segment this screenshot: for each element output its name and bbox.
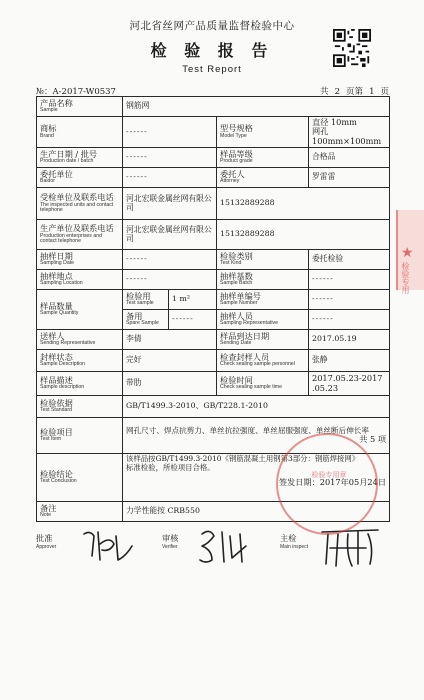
table-row (37, 117, 390, 148)
label-cell: 备注 Note (37, 502, 123, 522)
table-row (37, 350, 390, 372)
value-cell: 钢筋网 (123, 97, 390, 117)
label-cell: 产品名称 Sample (37, 97, 123, 117)
value-cell: 河北宏联金属丝网有限公司 (123, 188, 217, 220)
label-cell: 抽样基数 Sample Batch (217, 270, 309, 290)
value-cell: 直径 10mm 网孔 100mm×100mm (309, 117, 390, 148)
label-cell: 检验时间 Check sealing sample time (217, 372, 309, 396)
value-cell: ------ (123, 148, 217, 168)
value-cell: 河北宏联金属丝网有限公司 (123, 220, 217, 250)
approver-signature (80, 526, 140, 566)
table-row (37, 168, 390, 188)
qr-code-icon (333, 29, 371, 67)
value-cell: ------ (123, 117, 217, 148)
table-row (37, 250, 390, 270)
table-row (37, 290, 390, 310)
value-cell: ------ (309, 290, 390, 310)
label-cell: 检验项目 Test Item (37, 418, 123, 454)
value-cell: 2017.05.23-2017 .05.23 (309, 372, 390, 396)
edge-seal-label: 检验专用 (401, 262, 410, 294)
table-row (37, 396, 390, 418)
label-cell: 检验依据 Test Standard (37, 396, 123, 418)
table-row (37, 220, 390, 250)
label-cell: 检查封样人员 Check sealing sample personnel (217, 350, 309, 372)
label-cell: 生产单位及联系电话 Production enterprises and contact telephone (37, 220, 123, 250)
report-number: №：A-2017-W0537 (36, 87, 116, 97)
stamp-label: 检验专用章 (311, 471, 347, 479)
value-cell: ------ (123, 250, 217, 270)
report-title: 检 验 报 告 (150, 41, 274, 60)
star-icon: ★ (401, 245, 414, 261)
label-cell: 抽样人员 Sampling Representative (217, 310, 309, 330)
value-cell: 2017.05.19 (309, 330, 390, 350)
label-cell: 受检单位及联系电话 The inspected units and contact telephone (37, 188, 123, 220)
table-row (37, 270, 390, 290)
value-cell: 李倩 (123, 330, 217, 350)
phone-cell: 15132889288 (217, 188, 390, 220)
label-cell: 抽样日期 Sampling Date (37, 250, 123, 270)
label-cell: 检验用 Test sample (123, 290, 169, 310)
report-subtitle: Test Report (182, 64, 242, 75)
value-cell: ------ (169, 310, 217, 330)
label-cell: 检验结论 Test Conclusion (37, 454, 123, 502)
value-cell: 力学性能按 CRB550 (123, 502, 390, 522)
value-cell: ------ (309, 270, 390, 290)
org-name: 河北省丝网产品质量监督检验中心 (129, 20, 295, 32)
value-cell: 合格品 (309, 148, 390, 168)
value-cell: 完好 (123, 350, 217, 372)
phone-cell: 15132889288 (217, 220, 390, 250)
label-cell: 样品数量 Sample Quantity (37, 290, 123, 330)
value-cell: 张静 (309, 350, 390, 372)
approver-label: 批准 Approver (36, 533, 57, 550)
value-cell: ------ (123, 270, 217, 290)
value-cell: ------ (309, 310, 390, 330)
label-cell: 委托单位 Baidor (37, 168, 123, 188)
value-cell: 带肋 (123, 372, 217, 396)
label-cell: 商标 Brand (37, 117, 123, 148)
label-cell: 生产日期 / 批号 Production date / batch (37, 148, 123, 168)
value-cell: ------ (123, 168, 217, 188)
table-row (37, 330, 390, 350)
inspector-label: 主检 Main inspect (280, 533, 309, 550)
label-cell: 检验类别 Test Kind (217, 250, 309, 270)
table-row (37, 97, 390, 117)
label-cell: 样品描述 Sample description (37, 372, 123, 396)
table-row (37, 188, 390, 220)
label-cell: 抽样地点 Sampling Location (37, 270, 123, 290)
label-cell: 型号规格 Model Type (217, 117, 309, 148)
value-cell: 该样品按GB/T1499.3-2010《钢筋混凝土用钢第3部分：钢筋焊接网》 标准检验，所检项目合格。 签发日期：2017年05月24日 (123, 454, 390, 502)
label-cell: 样品等级 Product grade (217, 148, 309, 168)
verifier-label: 审核 Verifier (162, 533, 179, 550)
table-row (37, 372, 390, 396)
value-cell: 网孔尺寸、焊点抗剪力、单丝抗拉强度、单丝屈服强度、单丝断后伸长率 共 5 项 (123, 418, 390, 454)
label-cell: 抽样单编号 Sample Number (217, 290, 309, 310)
label-cell: 样品到达日期 Sending Date (217, 330, 309, 350)
label-cell: 封样状态 Sample Description (37, 350, 123, 372)
official-stamp (276, 433, 378, 535)
value-cell: GB/T1499.3-2010、GB/T228.1-2010 (123, 396, 390, 418)
label-cell: 委托人 Attorney (217, 168, 309, 188)
label-cell: 备用 Spare Sample (123, 310, 169, 330)
page-indicator: 共 2 页第 1 页 (320, 87, 389, 97)
table-row (37, 148, 390, 168)
label-cell: 送样人 Sending Representative (37, 330, 123, 350)
value-cell: 委托检验 (309, 250, 390, 270)
value-cell: 1 m² (169, 290, 217, 310)
value-cell: 罗雷雷 (309, 168, 390, 188)
verifier-signature (196, 524, 256, 568)
